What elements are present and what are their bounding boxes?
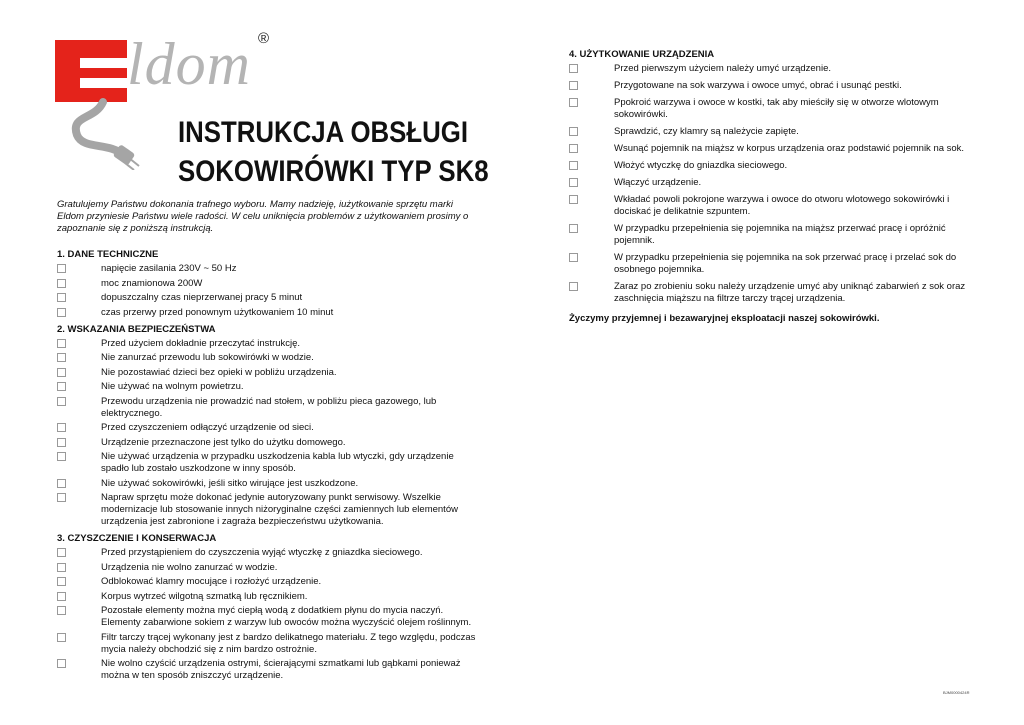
- list-item: [57, 658, 477, 682]
- checkbox-icon: [57, 479, 66, 488]
- checkbox-icon: [569, 127, 578, 136]
- checkbox-icon: [569, 98, 578, 107]
- checkbox-icon: [57, 548, 66, 557]
- section-heading: 2. WSKAZANIA BEZPIECZEŃSTWA: [57, 323, 216, 335]
- list-item: [57, 451, 477, 475]
- list-item-text: Urządzenia nie wolno zanurzać w wodzie.: [101, 561, 278, 573]
- logo-wordmark: ldom: [127, 31, 251, 97]
- checkbox-icon: [569, 81, 578, 90]
- checkbox-icon: [57, 659, 66, 668]
- checkbox-icon: [57, 423, 66, 432]
- section-technical-data: [57, 249, 477, 319]
- list-item: [569, 63, 969, 75]
- list-item-text: moc znamionowa 200W: [101, 277, 203, 289]
- checkbox-icon: [569, 224, 578, 233]
- list-item-text: Napraw sprzętu może dokonać jedynie autoryzowany punkt serwisowy. Wszelkie modernizacje lub stosowanie innych niżoryginalne części zamiennych lub elementów urządzenia jest zabronione i zagraża bezpieczeństwu użytkowania.: [101, 492, 458, 527]
- list-item-text: W przypadku przepełnienia się pojemnika na miąższ przerwać pracę i opróżnić pojemnik.: [614, 223, 946, 246]
- list-item-text: Sprawdzić, czy klamry są należycie zapięte.: [614, 126, 799, 137]
- list-item: [57, 632, 477, 656]
- checkbox-icon: [57, 397, 66, 406]
- list-item-text: Korpus wytrzeć wilgotną szmatką lub ręcznikiem.: [101, 590, 308, 602]
- list-item: [57, 278, 477, 290]
- list-item: [569, 80, 969, 92]
- list-item: [57, 352, 477, 364]
- list-item-text: Nie pozostawiać dzieci bez opieki w pobliżu urządzenia.: [101, 366, 337, 378]
- list-item: [57, 478, 477, 490]
- list-item-text: Wsunąć pojemnik na miąższ w korpus urządzenia oraz podstawić pojemnik na sok.: [614, 143, 965, 154]
- checkbox-icon: [57, 264, 66, 273]
- list-item: [569, 177, 969, 189]
- list-item: [569, 126, 969, 138]
- list-item-text: Ppokroić warzywa i owoce w kostki, tak aby mieściły się w otworze wlotowym sokowirówki.: [614, 97, 939, 120]
- list-item: [57, 547, 477, 559]
- section-heading: 4. UŻYTKOWANIE URZĄDZENIA: [569, 49, 715, 60]
- list-item-text: Włożyć wtyczkę do gniazdka sieciowego.: [614, 160, 788, 171]
- checkbox-icon: [57, 368, 66, 377]
- checkbox-icon: [57, 493, 66, 502]
- section-cleaning: [57, 533, 477, 682]
- list-item: [57, 437, 477, 449]
- list-item: [57, 307, 477, 319]
- left-column: [57, 244, 477, 685]
- list-item-text: Przed przystąpieniem do czyszczenia wyjąć wtyczkę z gniazdka sieciowego.: [101, 547, 423, 558]
- list-item: [57, 367, 477, 379]
- list-item-text: Nie używać sokowirówki, jeśli sitko wirujące jest uszkodzone.: [101, 477, 359, 489]
- checkbox-icon: [57, 308, 66, 317]
- checkbox-icon: [569, 178, 578, 187]
- list-item: [57, 562, 477, 574]
- checkbox-icon: [569, 161, 578, 170]
- title-line-1: INSTRUKCJA OBSŁUGI: [178, 116, 469, 149]
- section-usage: [569, 49, 969, 305]
- list-item-text: Odblokować klamry mocujące i rozłożyć urządzenie.: [101, 576, 322, 587]
- checkbox-icon: [57, 606, 66, 615]
- list-item: [57, 381, 477, 393]
- registered-mark: ®: [258, 30, 270, 47]
- checkbox-icon: [57, 592, 66, 601]
- list-item: [569, 194, 969, 218]
- checkbox-icon: [57, 382, 66, 391]
- checkbox-icon: [57, 279, 66, 288]
- list-item-text: Urządzenie przeznaczone jest tylko do użytku domowego.: [101, 436, 346, 448]
- list-item: [57, 292, 477, 304]
- list-item-text: Przewodu urządzenia nie prowadzić nad stołem, w pobliżu pieca gazowego, lub elektrycznego.: [101, 395, 437, 419]
- checkbox-icon: [57, 438, 66, 447]
- list-item-text: W przypadku przepełnienia się pojemnika na sok przerwać pracę i przelać sok do osobnego pojemnika.: [614, 252, 957, 275]
- checkbox-icon: [57, 563, 66, 572]
- checkbox-icon: [57, 293, 66, 302]
- list-item-text: Przed czyszczeniem odłączyć urządzenie od sieci.: [101, 422, 314, 433]
- section-heading: 3. CZYSZCZENIE I KONSERWACJA: [57, 533, 217, 544]
- list-item-text: Przed użyciem dokładnie przeczytać instrukcję.: [101, 337, 301, 349]
- list-item-text: Zaraz po zrobieniu soku należy urządzenie umyć aby uniknąć zabarwień z sok oraz zaschnięcia miąższu na filtrze tarczy trącej urządzenia.: [614, 281, 966, 304]
- checkbox-icon: [57, 353, 66, 362]
- list-item-text: czas przerwy przed ponownym użytkowaniem 10 minut: [101, 306, 334, 318]
- checkbox-icon: [569, 282, 578, 291]
- list-item: [569, 281, 969, 305]
- checkbox-icon: [57, 339, 66, 348]
- document-title: [178, 113, 489, 191]
- list-item: [57, 422, 477, 434]
- section-safety: [57, 324, 477, 529]
- list-item-text: Filtr tarczy trącej wykonany jest z bardzo delikatnego materiału. Z tego względu, podczas mycia należy obchodzić się z nim bardzo ostrożnie.: [101, 631, 476, 655]
- section-heading: 1. DANE TECHNICZNE: [57, 249, 159, 260]
- document-code: BJM0000424R: [943, 690, 970, 695]
- list-item: [57, 591, 477, 603]
- list-item-text: napięcie zasilania 230V ~ 50 Hz: [101, 263, 237, 274]
- list-item-text: Nie zanurzać przewodu lub sokowirówki w wodzie.: [101, 352, 314, 363]
- checkbox-icon: [569, 195, 578, 204]
- list-item-text: Nie używać urządzenia w przypadku uszkodzenia kabla lub wtyczki, gdy urządzenie spadło lub zostało uszkodzone w inny sposób.: [101, 451, 454, 474]
- list-item-text: Włączyć urządzenie.: [614, 177, 702, 188]
- list-item: [57, 338, 477, 350]
- list-item-text: Przed pierwszym użyciem należy umyć urządzenie.: [614, 63, 831, 74]
- checkbox-icon: [57, 633, 66, 642]
- list-item: [57, 263, 477, 275]
- list-item-text: Przygotowane na sok warzywa i owoce umyć, obrać i usunąć pestki.: [614, 80, 902, 91]
- checkbox-icon: [569, 64, 578, 73]
- list-item-text: Wkładać powoli pokrojone warzywa i owoce do otworu wlotowego sokowirówki i dociskać je delikatnie szpuntem.: [614, 194, 950, 217]
- checkbox-icon: [57, 577, 66, 586]
- checkbox-icon: [569, 253, 578, 262]
- list-item: [569, 97, 969, 121]
- title-line-2: SOKOWIRÓWKI TYP SK8: [178, 155, 489, 188]
- list-item-text: Nie używać na wolnym powietrzu.: [101, 381, 244, 392]
- list-item-text: Pozostałe elementy można myć ciepłą wodą z dodatkiem płynu do mycia naczyń. Elementy zabarwione sokiem z warzyw lub owoców można wyczyścić olejem roślinnym.: [101, 605, 472, 628]
- list-item-text: dopuszczalny czas nieprzerwanej pracy 5 minut: [101, 292, 303, 303]
- list-item-text: Nie wolno czyścić urządzenia ostrymi, ścierającymi szmatkami lub gąbkami ponieważ można w ten sposób zniszczyć urządzenie.: [101, 658, 461, 681]
- right-column: [569, 44, 969, 325]
- checkbox-icon: [57, 452, 66, 461]
- list-item: [569, 252, 969, 276]
- list-item: [57, 492, 477, 528]
- list-item: [569, 143, 969, 155]
- list-item: [569, 160, 969, 172]
- intro-paragraph: Gratulujemy Państwu dokonania trafnego wyboru. Mamy nadzieję, iużytkowanie sprzętu marki Eldom przyniesie Państwu wiele radości. W celu uniknięcia problemów z użytkowaniem prosimy o zapoznanie się z poniższą instrukcją.: [57, 199, 469, 234]
- closing-message: Życzymy przyjemnej i bezawaryjnej eksploatacji naszej sokowirówki.: [569, 313, 880, 324]
- list-item: [57, 396, 477, 420]
- checkbox-icon: [569, 144, 578, 153]
- list-item: [569, 223, 969, 247]
- list-item: [57, 605, 477, 629]
- list-item: [57, 576, 477, 588]
